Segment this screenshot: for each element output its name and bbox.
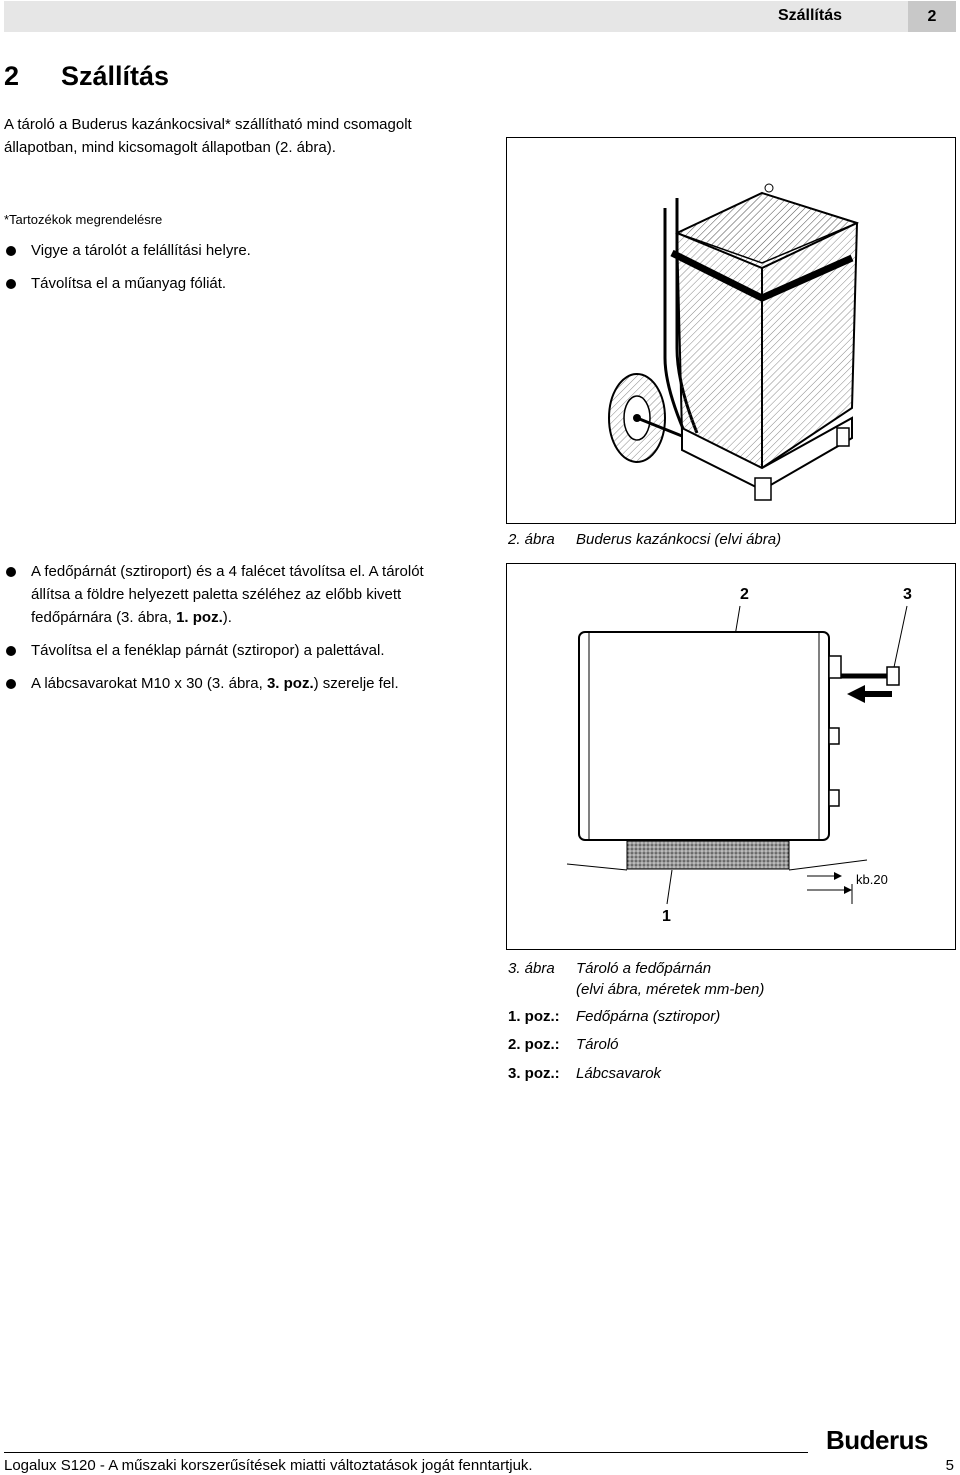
list-item: Távolítsa el a fenéklap párnát (sztiropor) a palettával. xyxy=(4,639,459,662)
tank-on-cushion-diagram xyxy=(507,564,954,948)
bullet-icon xyxy=(6,646,16,656)
footer-page-number: 5 xyxy=(945,1457,954,1474)
footer-text: Logalux S120 - A műszaki korszerűsítések miatti változtatások jogát fenntartjuk. xyxy=(4,1457,533,1474)
hand-truck-illustration xyxy=(507,138,954,522)
header-title: Szállítás xyxy=(777,7,842,24)
list-item: A fedőpárnát (sztiroport) és a 4 falécet távolítsa el. A tárolót állítsa a földre helyezett paletta széléhez az előbb kivett fedőpárnára (3. ábra, 1. poz.). xyxy=(4,560,459,629)
bullet-icon xyxy=(6,279,16,289)
footer-rule xyxy=(4,1452,808,1453)
section-heading xyxy=(4,61,169,92)
list-item: Vigye a tárolót a felállítási helyre. xyxy=(4,239,474,262)
figure-2-caption: 2. ábra Buderus kazánkocsi (elvi ábra) xyxy=(508,531,782,548)
bullet-icon xyxy=(6,246,16,256)
header-page-number: 2 xyxy=(908,1,956,32)
callout-1: 1 xyxy=(662,908,671,925)
figure-3-frame xyxy=(506,563,956,950)
buderus-logo: Buderus xyxy=(826,1425,928,1455)
legend-item: 2. poz.: Tároló xyxy=(508,1036,619,1053)
bullet-icon xyxy=(6,679,16,689)
dimension-label: kb.20 xyxy=(856,872,888,887)
bullet-list-2 xyxy=(4,560,459,695)
section-title: Szállítás xyxy=(61,61,170,91)
list-item: Távolítsa el a műanyag fóliát. xyxy=(4,272,474,295)
figure-2-frame xyxy=(506,137,956,524)
callout-2: 2 xyxy=(740,586,749,603)
accessory-note: *Tartozékok megrendelésre xyxy=(4,212,163,227)
bullet-icon xyxy=(6,567,16,577)
list-item: A lábcsavarokat M10 x 30 (3. ábra, 3. poz.) szerelje fel. xyxy=(4,672,459,695)
bullet-list-1 xyxy=(4,239,474,295)
header-bar xyxy=(4,1,908,32)
legend-item: 1. poz.: Fedőpárna (sztiropor) xyxy=(508,1008,721,1025)
callout-3: 3 xyxy=(903,586,912,603)
legend-item: 3. poz.: Lábcsavarok xyxy=(508,1065,662,1082)
intro-paragraph: A tároló a Buderus kazánkocsival* szállítható mind csomagolt állapotban, mind kicsomagolt állapotban (2. ábra). xyxy=(4,116,412,156)
figure-3-caption: 3. ábra Tároló a fedőpárnán (elvi ábra, méretek mm-ben) xyxy=(508,960,765,998)
section-number: 2 xyxy=(4,61,20,91)
